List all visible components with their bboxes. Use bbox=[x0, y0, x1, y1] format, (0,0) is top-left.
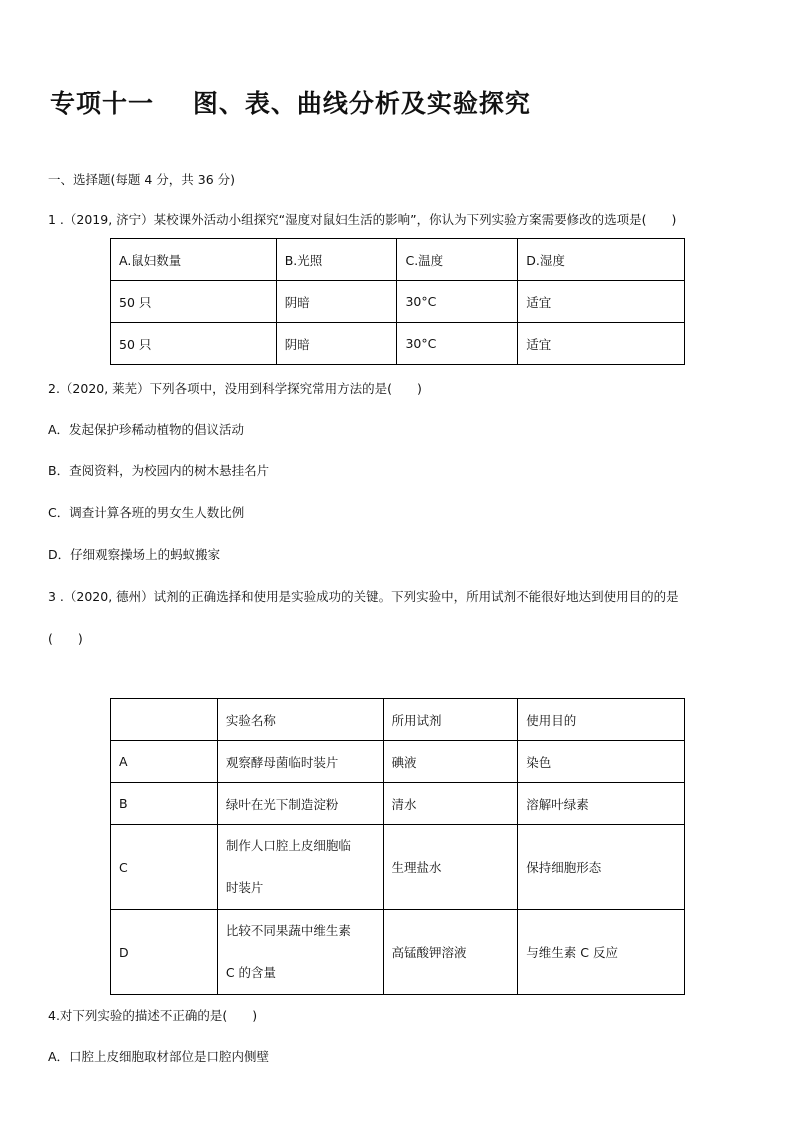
table-cell: 30°C bbox=[397, 323, 518, 365]
question-2-option-d: D．仔细观察操场上的蚂蚁搬家 bbox=[48, 547, 221, 562]
table-header-cell: A.鼠妇数量 bbox=[111, 239, 277, 281]
table-row bbox=[111, 281, 685, 323]
question-2-option-b: B．查阅资料，为校园内的树木悬挂名片 bbox=[48, 463, 270, 478]
question-3-table bbox=[110, 698, 685, 995]
row-label: D bbox=[111, 910, 218, 995]
page-title: 专项十一 图、表、曲线分析及实验探究 bbox=[50, 89, 531, 118]
purpose: 染色 bbox=[518, 741, 685, 783]
table-row bbox=[111, 323, 685, 365]
table-header-cell bbox=[111, 699, 218, 741]
experiment-name: 观察酵母菌临时装片 bbox=[217, 741, 383, 783]
table-row bbox=[111, 910, 685, 995]
question-3-stem: 3 .（2020, 德州）试剂的正确选择和使用是实验成功的关键。下列实验中，所用试剂不能很好地达到使用目的的是 bbox=[48, 589, 679, 604]
experiment-name-line: C 的含量 bbox=[225, 965, 277, 980]
table-cell: 适宜 bbox=[518, 281, 685, 323]
experiment-name-line: 时装片 bbox=[225, 880, 264, 895]
experiment-name: 绿叶在光下制造淀粉 bbox=[217, 783, 383, 825]
question-3-answer-blank: ( ) bbox=[48, 631, 83, 646]
experiment-name-line: 比较不同果蔬中维生素 bbox=[225, 923, 351, 938]
question-2-stem: 2.（2020, 莱芜）下列各项中，没用到科学探究常用方法的是( ) bbox=[48, 381, 422, 396]
section-heading: 一、选择题(每题 4 分，共 36 分) bbox=[48, 172, 236, 187]
purpose: 与维生素 C 反应 bbox=[518, 910, 685, 995]
table-header-cell: 实验名称 bbox=[217, 699, 383, 741]
reagent: 清水 bbox=[383, 783, 518, 825]
table-cell: 阴暗 bbox=[276, 323, 397, 365]
table-cell: 适宜 bbox=[518, 323, 685, 365]
table-cell: 50 只 bbox=[111, 281, 277, 323]
table-row bbox=[111, 783, 685, 825]
table-header-cell: 使用目的 bbox=[518, 699, 685, 741]
row-label: B bbox=[111, 783, 218, 825]
table-cell: 50 只 bbox=[111, 323, 277, 365]
question-2-option-c: C．调查计算各班的男女生人数比例 bbox=[48, 505, 245, 520]
question-4-option-a: A．口腔上皮细胞取材部位是口腔内侧壁 bbox=[48, 1049, 270, 1064]
purpose: 保持细胞形态 bbox=[518, 825, 685, 910]
question-1-stem: 1 .（2019, 济宁）某校课外活动小组探究“湿度对鼠妇生活的影响”，你认为下列实验方案需要修改的选项是( ) bbox=[48, 212, 677, 227]
purpose: 溶解叶绿素 bbox=[518, 783, 685, 825]
table-header-cell: B.光照 bbox=[276, 239, 397, 281]
row-label: C bbox=[111, 825, 218, 910]
row-label: A bbox=[111, 741, 218, 783]
table-cell: 阴暗 bbox=[276, 281, 397, 323]
experiment-name bbox=[217, 825, 383, 910]
table-header-row bbox=[111, 239, 685, 281]
question-4-stem: 4.对下列实验的描述不正确的是( ) bbox=[48, 1008, 258, 1023]
table-cell: 30°C bbox=[397, 281, 518, 323]
table-header-cell: 所用试剂 bbox=[383, 699, 518, 741]
question-2-option-a: A．发起保护珍稀动植物的倡议活动 bbox=[48, 422, 245, 437]
table-row bbox=[111, 741, 685, 783]
reagent: 碘液 bbox=[383, 741, 518, 783]
question-1-table bbox=[110, 238, 685, 365]
table-header-row bbox=[111, 699, 685, 741]
experiment-name bbox=[217, 910, 383, 995]
table-header-cell: D.湿度 bbox=[518, 239, 685, 281]
experiment-name-line: 制作人口腔上皮细胞临 bbox=[225, 838, 351, 853]
reagent: 高锰酸钾溶液 bbox=[383, 910, 518, 995]
table-header-cell: C.温度 bbox=[397, 239, 518, 281]
table-row bbox=[111, 825, 685, 910]
reagent: 生理盐水 bbox=[383, 825, 518, 910]
